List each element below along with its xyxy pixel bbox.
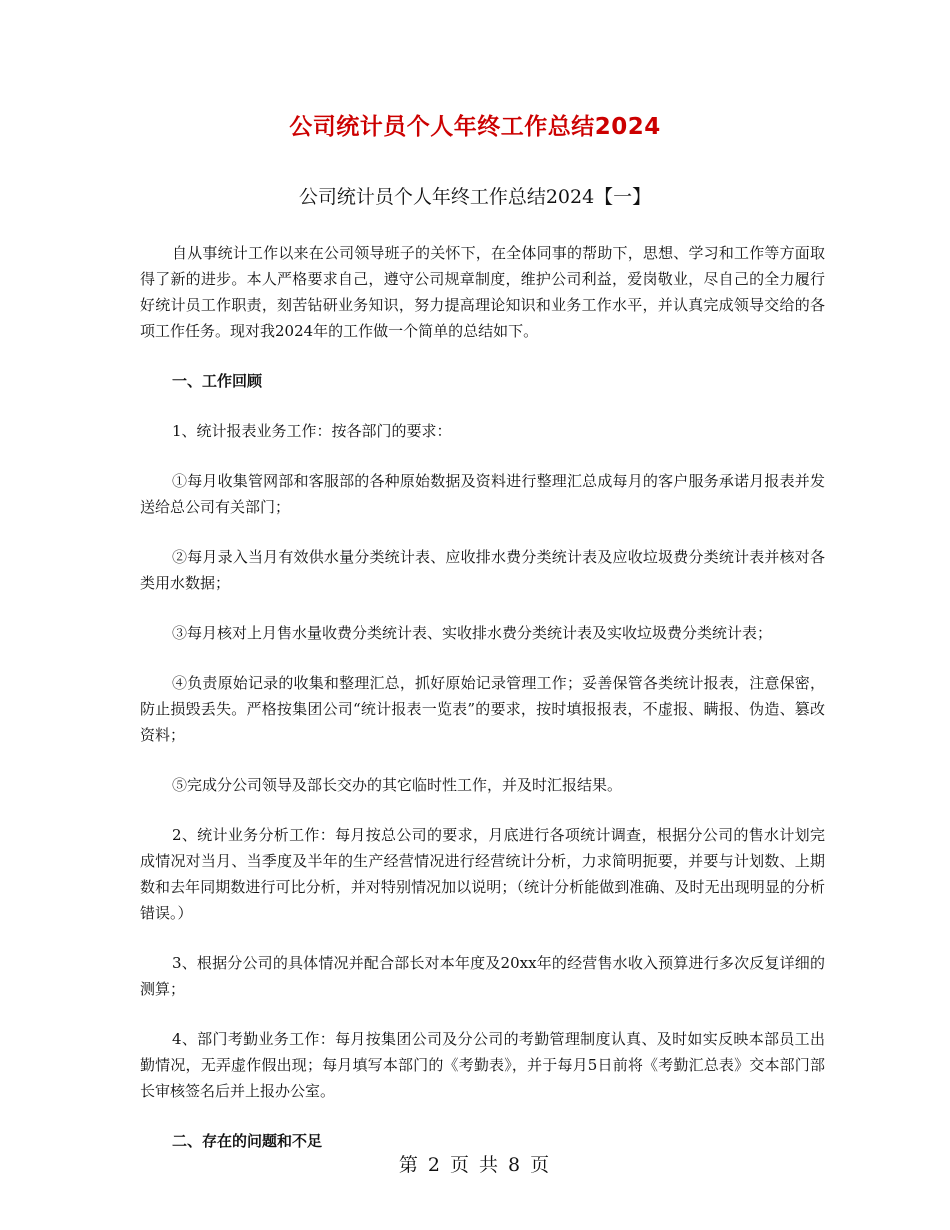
intro-paragraph: 自从事统计工作以来在公司领导班子的关怀下，在全体同事的帮助下，思想、学习和工作等方面取得了新的进步。本人严格要求自己，遵守公司规章制度，维护公司利益，爱岗敬业，尽自己的全力履行好统计员工作职责，刻苦钻研业务知识，努力提高理论知识和业务工作水平，并认真完成领导交给的各项工作任务。现对我2024年的工作做一个简单的总结如下。: [140, 244, 825, 340]
paragraph-subitem-2: ②每月录入当月有效供水量分类统计表、应收排水费分类统计表及应收垃圾费分类统计表并核对各类用水数据；: [140, 548, 825, 592]
section-subtitle: 公司统计员个人年终工作总结2024【一】: [298, 186, 652, 208]
heading-problems: 二、存在的问题和不足: [172, 1132, 323, 1150]
heading-work-review: 一、工作回顾: [172, 372, 263, 390]
paragraph-item-4: 4、部门考勤业务工作：每月按集团公司及分公司的考勤管理制度认真、及时如实反映本部员工出勤情况，无弄虚作假出现；每月填写本部门的《考勤表》，并于每月5日前将《考勤汇总表》交本部门部长审核签名后并上报办公室。: [140, 1030, 825, 1100]
paragraph-subitem-5: ⑤完成分公司领导及部长交办的其它临时性工作，并及时汇报结果。: [172, 776, 623, 794]
document-body: [140, 240, 825, 1178]
paragraph-subitem-3: ③每月核对上月售水量收费分类统计表、实收排水费分类统计表及实收垃圾费分类统计表；: [172, 624, 773, 642]
paragraph-subitem-4: ④负责原始记录的收集和整理汇总，抓好原始记录管理工作；妥善保管各类统计报表，注意保密，防止损毁丢失。严格按集团公司“统计报表一览表”的要求，按时填报报表，不虚报、瞒报、伪造、篡改资料；: [140, 674, 825, 744]
document-title: 公司统计员个人年终工作总结2024: [289, 114, 661, 140]
paragraph-item-2: 2、统计业务分析工作：每月按总公司的要求，月底进行各项统计调查，根据分公司的售水计划完成情况对当月、当季度及半年的生产经营情况进行经营统计分析，力求简明扼要，并要与计划数、上期数和去年同期数进行可比分析，并对特别情况加以说明；（统计分析能做到准确、及时无出现明显的分析错误。）: [140, 826, 825, 922]
paragraph-item-3: 3、根据分公司的具体情况并配合部长对本年度及20xx年的经营售水收入预算进行多次反复详细的测算；: [140, 954, 825, 998]
paragraph-subitem-1: ①每月收集管网部和客服部的各种原始数据及资料进行整理汇总成每月的客户服务承诺月报表并发送给总公司有关部门；: [140, 472, 825, 516]
page-footer: 第 2 页 共 8 页: [398, 1154, 552, 1176]
paragraph-item-1: 1、统计报表业务工作：按各部门的要求：: [172, 422, 452, 440]
